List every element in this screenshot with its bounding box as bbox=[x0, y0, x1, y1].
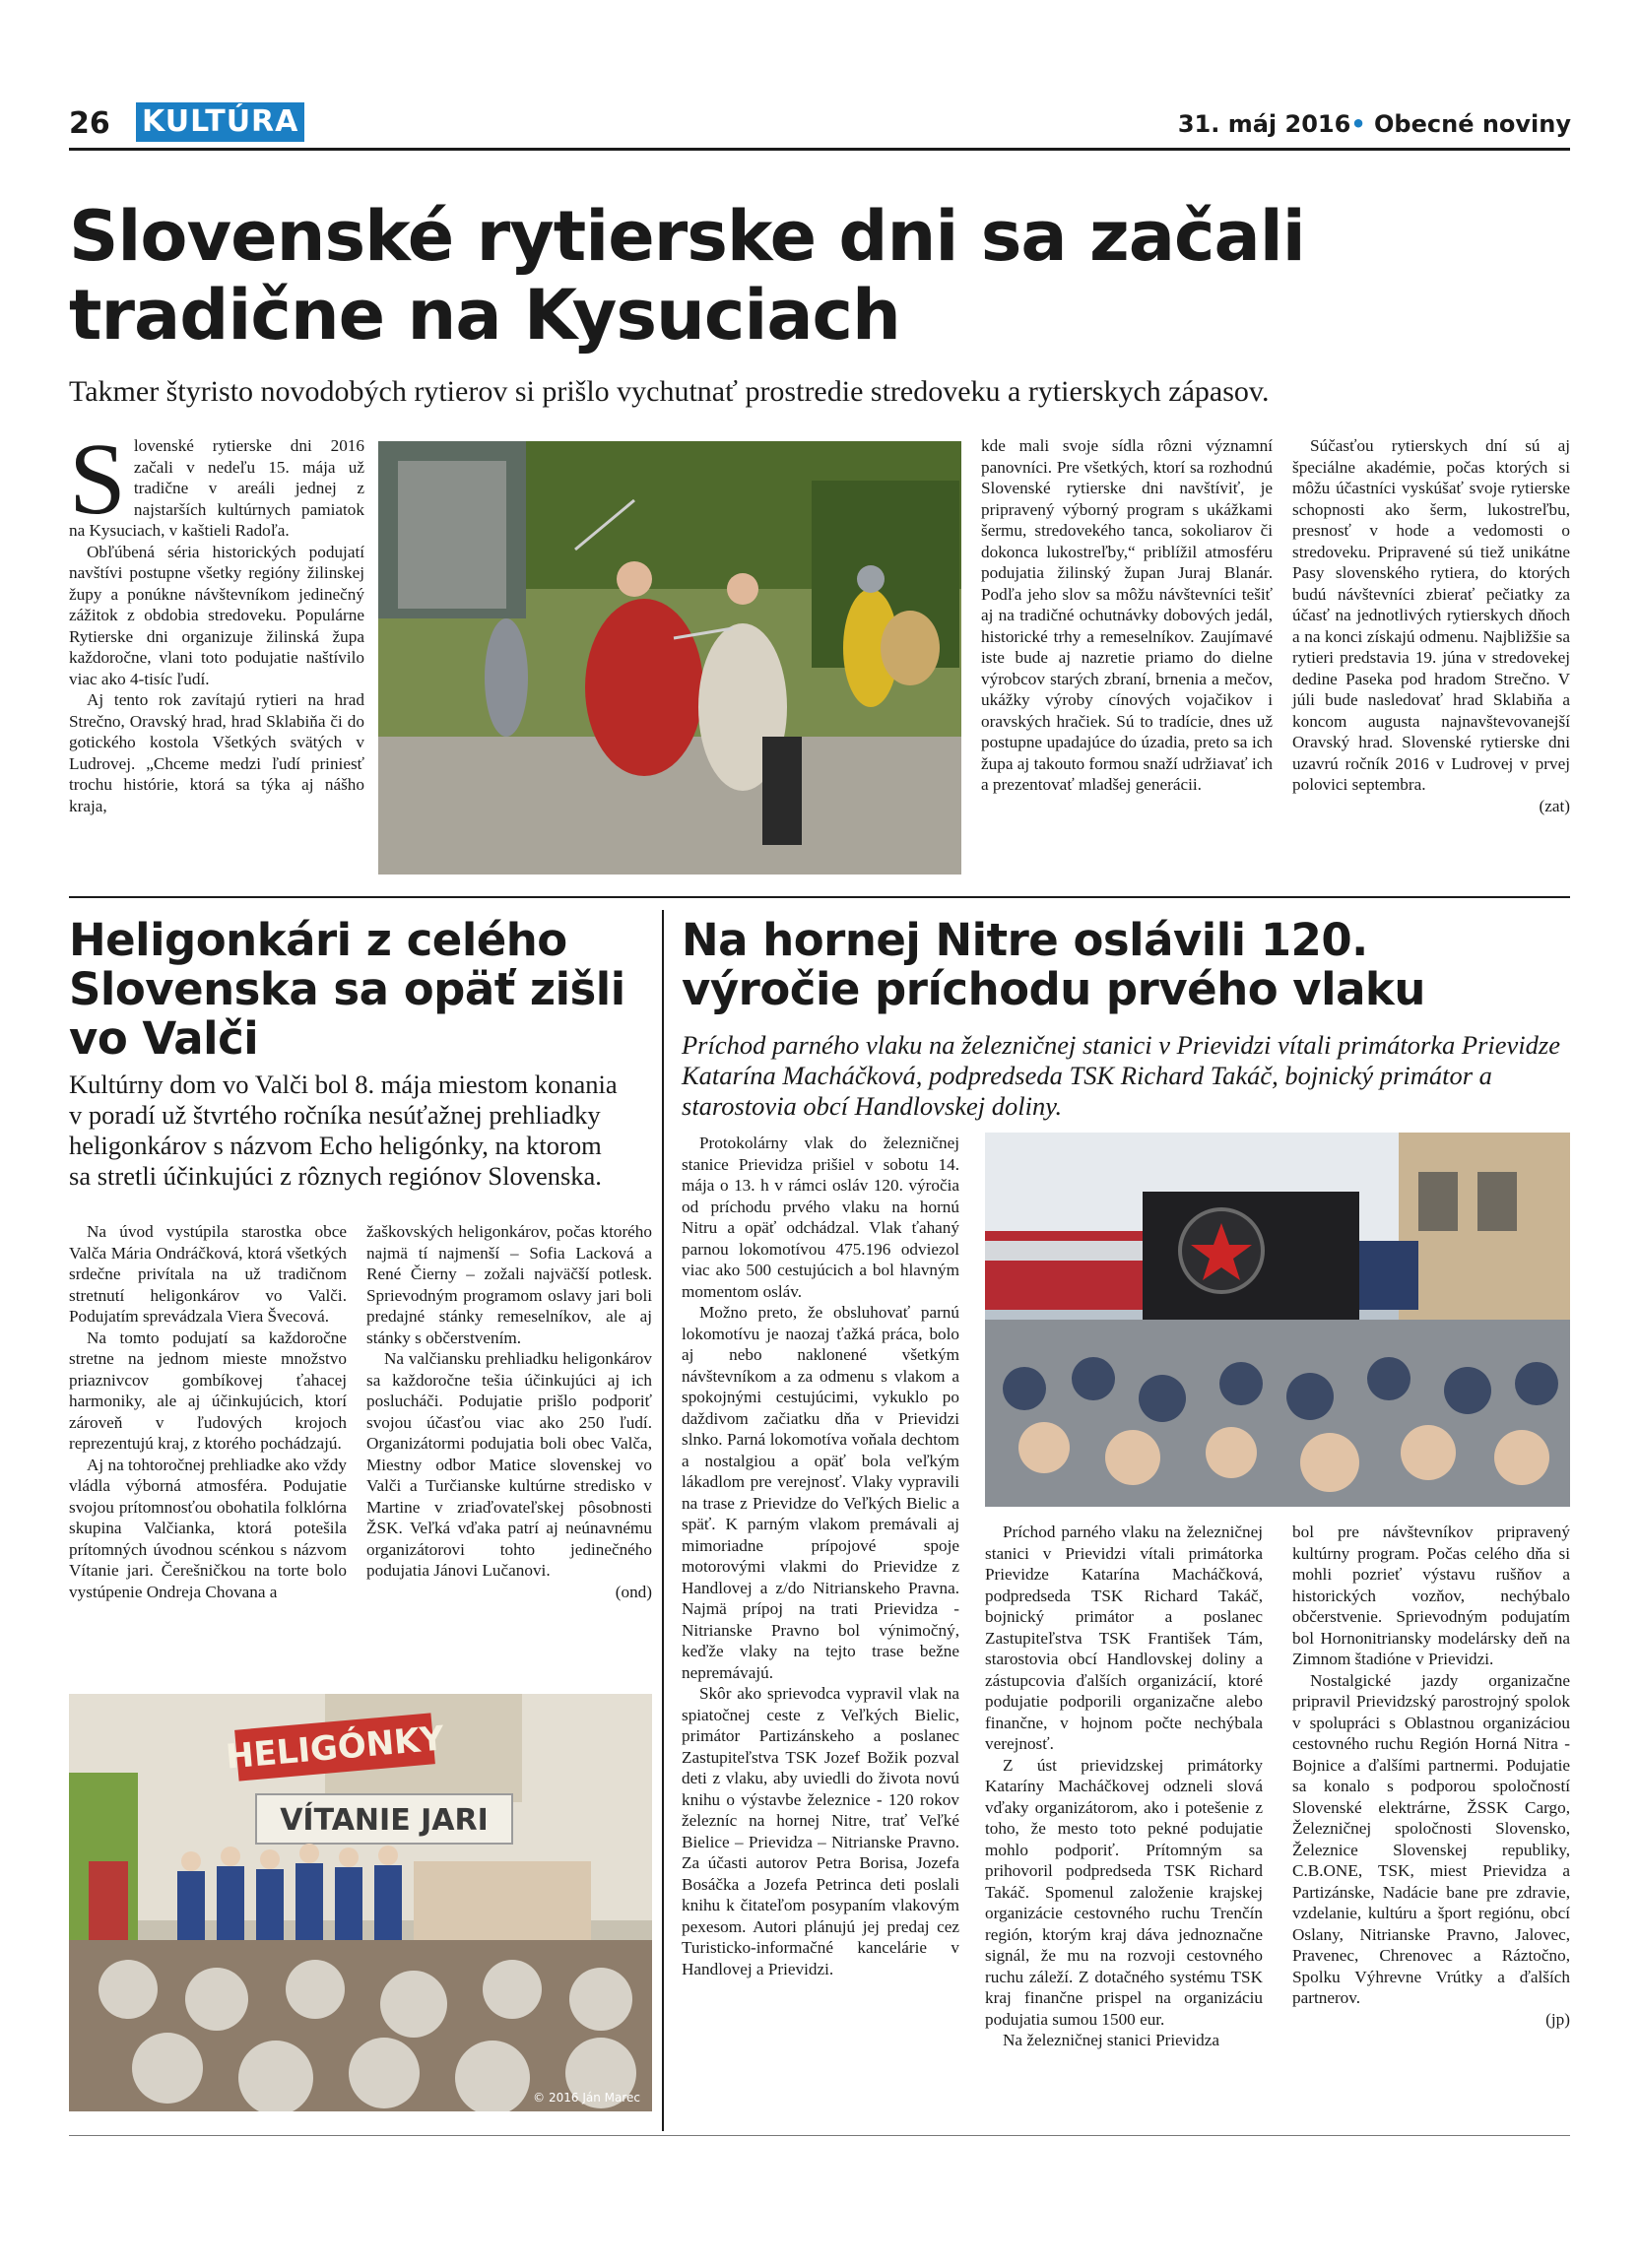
article3-col1-p3: Skôr ako sprievodca vypravil vlak na spiatočnej ceste z Veľkých Bielic, primátor Partizánskeho a poslanec Zastupiteľstva TSK Jozef Božik pozval deti z vlaku, aby uviedli do života novú knihu o výstavbe železnice - 120 rokov železníc na hornej Nitre, trať Veľké Bielice – Prievidza – Nitrianske Pravno. Za účasti autorov Petra Borisa, Jozefa Bosáčka a Jozefa Petrinca deti poslali knihu k čitateľom posypaním vlakovým pexesom. Autori plánujú jej predaj cez Turisticko-informačné kancelárie v Handlovej a Prievidzi. bbox=[682, 1684, 959, 1978]
header-rule bbox=[69, 148, 1570, 151]
article2-lead: Kultúrny dom vo Valči bol 8. mája miestom konania v poradí už štvrtého ročníka nesúťažnej prehliadky heligonkárov s názvom Echo heligónky, na ktorom sa stretli účinkujúci z rôznych regiónov Slovenska. bbox=[69, 1069, 618, 1191]
issue-date: 31. máj 2016 bbox=[1177, 110, 1351, 138]
article1-column-1 bbox=[69, 422, 364, 816]
article1-col1-p2: Obľúbená séria historických podujatí navštívi postupne všetky regióny žilinskej župy a ponúkne návštevníkom jedinečný zážitok z obdobia stredoveku. Populárne Rytierske dni organizuje žilinská župa každoročne, vlani toto podujatie naštívilo viac ako 4-tisíc ľudí. bbox=[69, 542, 364, 688]
article3-col3-p2: Nostalgické jazdy organizačne pripravil Prievidzský parostrojný spolok v spolupráci s Oblastnou organizáciou cestovného ruchu Región Horná Nitra - Bojnice a ďalšími partnermi. Podujatie sa konalo s podporou spoločností Slovenské elektrárne, ŽSSK Cargo, Železničnej spoločnosti Slovensko, Železnice Slovenskej republiky, C.B.ONE, TSK, miest Prievidza a Partizánske, Nadácie bane pre zdravie, vzdelanie, kultúru a šport regiónu, obcí Oslany, Nitrianske Pravno, Jalovec, Pravenec, Chrenovec a Ráztočno, Spolku Výhrevne Vrútky a ďalších partnerov. bbox=[1292, 1670, 1570, 2007]
article1-column-2 bbox=[981, 435, 1273, 796]
article1-column-3 bbox=[1292, 435, 1570, 816]
article1-col2-p1: kde mali svoje sídla rôzni významní panovníci. Pre všetkých, ktorí sa rozhodnú Slovenské rytierske dni navštíviť, je pripravený výborný program s ukážkami šermu, stredovekého tanca, sokoliarov či dokonca lukostreľby,“ priblížil atmosféru podujatia žilinský župan Juraj Blanár. Podľa jeho slov sa môžu návštevníci tešiť aj na tradičné ochutnávky dobových jedál, historické trhy a remeselníkov. Zaujímavé iste bude aj nazretie priamo do dielne výrobcov starých zbraní, brnenia a mečov, ukážky výroby cínových vojačikov i oravských hračiek. Sú to tradície, dnes už postupne upadajúce do úzadia, preto sa ich župa aj takouto formou snaží udržiavať ich a prezentovať mladšej generácii. bbox=[981, 436, 1273, 794]
section-label: KULTÚRA bbox=[136, 102, 304, 142]
article3-col3-p1: bol pre návštevníkov pripravený kultúrny program. Počas celého dňa si mohli pozrieť výstavu rušňov a historických vozňov, nechýbalo občerstvenie. Sprievodným podujatím bol Hornonitriansky modelársky deň na Zimnom štadióne v Prievidzi. bbox=[1292, 1523, 1570, 1668]
article2-headline bbox=[69, 916, 660, 1064]
article3-signature: (jp) bbox=[1545, 2009, 1570, 2029]
article1-lead: Takmer štyristo novodobých rytierov si prišlo vychutnať prostredie stredoveku a rytierskych zápasov. bbox=[69, 375, 1270, 408]
article3-headline bbox=[682, 916, 1568, 1014]
article1-col3-p1: Súčasťou rytierskych dní sú aj špeciálne akadémie, počas ktorých si môžu účastníci vyskúšať svoje rytierske schopnosti ako šerm, lukostreľbu, presnosť v hode a vedomosti o stredoveku. Pripravené sú tiež unikátne Pasy slovenského rytiera, do ktorých budú návštevníci zbierať pečiatky za účasť na jednotlivých rytierskych dňoch a na konci získajú odmenu. Najbližšie sa rytieri predstavia 19. júna v stredovekej dedine Paseka pod hradom Strečno. V júli bude nasledovať hrad Sklabiňa a koncom augusta najnavštevovanejší Oravský hrad. Slovenské rytierske dni uzavrú ročník 2016 v Ludrovej v prvej polovici septembra. bbox=[1292, 436, 1570, 794]
article3-column-2 bbox=[985, 1522, 1263, 2051]
article2-column-2 bbox=[366, 1221, 652, 1602]
article1-headline bbox=[69, 197, 1448, 355]
banner-heligonky-text: HELIGÓNKY bbox=[224, 1718, 446, 1778]
article1-dropcap: S bbox=[69, 422, 126, 536]
article2-col2-p1: žaškovských heligonkárov, počas ktorého najmä tí najmenší – Sofia Lacková a René Čierny – zožali najväčší potlesk. Sprievodným programom oslavy jari boli predajné stánky remeselníkov, ale aj stánky s občerstvením. bbox=[366, 1222, 652, 1347]
article3-lead: Príchod parného vlaku na železničnej stanici v Prievidzi vítali primátorka Prievidze Katarína Macháčková, podpredseda TSK Richard Takáč, bojnický primátor a starostovia obcí Handlovskej doliny. bbox=[682, 1030, 1560, 1121]
article2-col1-p2: Na tomto podujatí sa každoročne stretne na jednom mieste množstvo priaznivcov gombíkovej ťahacej harmoniky, ale aj účinkujúcich, ktorí zároveň v ľudových krojoch reprezentujú kraj, z ktorého pochádzajú. bbox=[69, 1328, 347, 1453]
article2-headline-line1: Heligonkári z celého bbox=[69, 914, 567, 966]
article1-col1-p3: Aj tento rok zavítajú rytieri na hrad Strečno, Oravský hrad, hrad Sklabiňa či do gotického kostola Všetkých svätých v Ludrovej. „Chceme medzi ľudí priniesť trochu histórie, ktorá sa týka aj nášho kraja, bbox=[69, 690, 364, 815]
article1-signature: (zat) bbox=[1539, 796, 1570, 815]
article3-headline-line1: Na hornej Nitre oslávili 120. bbox=[682, 914, 1368, 966]
page-number: 26 bbox=[69, 106, 110, 141]
article1-headline-line1: Slovenské rytierske dni sa začali bbox=[69, 196, 1305, 277]
article3-col2-p3: Na železničnej stanici Prievidza bbox=[1003, 2031, 1219, 2049]
article2-col2-p2: Na valčiansku prehliadku heligonkárov sa každoročne tešia účinkujúci aj ich poslucháči. Podujatie prišlo podporiť svojou účasťou viac ako 250 ľudí. Organizátormi podujatia boli obec Valča, Miestny odbor Matice slovenskej vo Valči a Turčianske kultúrne stredisko v Martine v zriaďovateľskej pôsobnosti ŽSK. Veľká vďaka patrí aj neúnavnému organizátorovi tohto jedinečného podujatia Jánovi Lučanovi. bbox=[366, 1349, 652, 1580]
page-bottom-rule bbox=[69, 2135, 1570, 2136]
article3-column-1 bbox=[682, 1133, 959, 1979]
publication-name: Obecné noviny bbox=[1374, 110, 1571, 138]
train-photo bbox=[985, 1133, 1570, 1507]
article1-col1-p1: lovenské rytierske dni 2016 začali v nedeľu 15. mája už tradične v areáli jednej z najstarších kultúrnych pamiatok na Kysuciach, v kaštieli Radoľa. bbox=[69, 436, 364, 540]
article3-col2-p1: Príchod parného vlaku na železničnej stanici v Prievidzi vítali primátorka Prievidze Katarína Macháčková, podpredseda TSK Richard Takáč, bojnický primátor a poslanec Zastupiteľstva TSK František Tám, starostovia obcí Handlovskej doliny a zástupcovia ďalších organizácií, ktoré podujatie podporili organizačne alebo finančne, v hojnom počte nechýbala verejnosť. bbox=[985, 1523, 1263, 1753]
article2-col1-p1: Na úvod vystúpila starostka obce Valča Mária Ondráčková, ktorá všetkých srdečne privítala na už tradičnom stretnutí heligonkárov vo Valči. Podujatím sprevádzala Viera Švecová. bbox=[69, 1222, 347, 1326]
article2-headline-line3: vo Valči bbox=[69, 1012, 259, 1065]
banner-vitanie-text: VÍTANIE JARI bbox=[280, 1803, 489, 1838]
knights-photo bbox=[378, 441, 961, 875]
article2-col1-p3: Aj na tohtoročnej prehliadke ako vždy vládla výborná atmosféra. Podujatie svojou prítomnosťou obohatila folklórna skupina Valčianka, ktorá potešila prítomných úvodnou scénkou s názvom Vítanie jari. Čerešničkou na torte bolo vystúpenie Ondreja Chovana a bbox=[69, 1455, 347, 1601]
column-divider bbox=[662, 910, 664, 2131]
article2-headline-line2: Slovenska sa opäť zišli bbox=[69, 963, 625, 1015]
article3-col1-p1: Protokolárny vlak do železničnej stanice Prievidza prišiel v sobotu 14. mája o 13. h v rámci osláv 120. výročia od príchodu prvého vlaku na hornú Nitru a opäť odchádzal. Vlak ťahaný parnou lokomotívou 475.196 odviezol viac ako 500 cestujúcich a bol hlavným momentom osláv. bbox=[682, 1134, 959, 1301]
article3-headline-line2: výročie príchodu prvého vlaku bbox=[682, 963, 1425, 1015]
article1-bottom-rule bbox=[69, 896, 1570, 898]
article3-column-3 bbox=[1292, 1522, 1570, 2030]
article2-column-1 bbox=[69, 1221, 347, 1602]
article3-col2-p2: Z úst prievidzskej primátorky Kataríny Macháčkovej odzneli slová vďaky organizátorom, ako i potešenie z toho, že mesto toto pekné podujatie mohlo podporiť. Prítomným sa prihovoril podpredseda TSK Richard Takáč. Spomenul založenie krajskej organizácie cestovného ruchu Trenčín región, ktorým kraj dáva jednoznačne signál, že mu na rozvoji cestovného ruchu záleží. Z dotačného systému TSK kraj finančne prispel na organizáciu podujatia sumou 1500 eur. bbox=[985, 1755, 1263, 2029]
masthead-right bbox=[1178, 110, 1571, 138]
heligonka-photo bbox=[69, 1694, 652, 2111]
masthead-dot: • bbox=[1350, 110, 1366, 138]
article2-signature: (ond) bbox=[615, 1582, 652, 1601]
article3-col1-p2: Možno preto, že obsluhovať parnú lokomotívu je naozaj ťažká práca, bolo aj nebo naklonené všetkým návštevníkom a za odmenu s vlakom a spokojnými cestujúcimi, vykuklo po daždivom začiatku dňa v Prievidzi slnko. Parná lokomotíva voňala dechtom a nostalgiou a opäť bola veľkým lákadlom pre verejnosť. Vlaky vypravili na trase z Prievidze do Veľkých Bielic a späť. K parným vlakom premávali aj mimoriadne prípojové spoje motorovými vlakmi do Prievidze z Handlovej a z/do Nitrianskeho Pravna. Najmä prípoj na trati Prievidza - Nitrianske Pravno bol výnimočný, keďže vlaky na tejto trase bežne nepremávajú. bbox=[682, 1303, 959, 1682]
article1-headline-line2: tradične na Kysuciach bbox=[69, 275, 900, 356]
photo-credit: © 2016 Ján Marec bbox=[533, 2091, 640, 2105]
